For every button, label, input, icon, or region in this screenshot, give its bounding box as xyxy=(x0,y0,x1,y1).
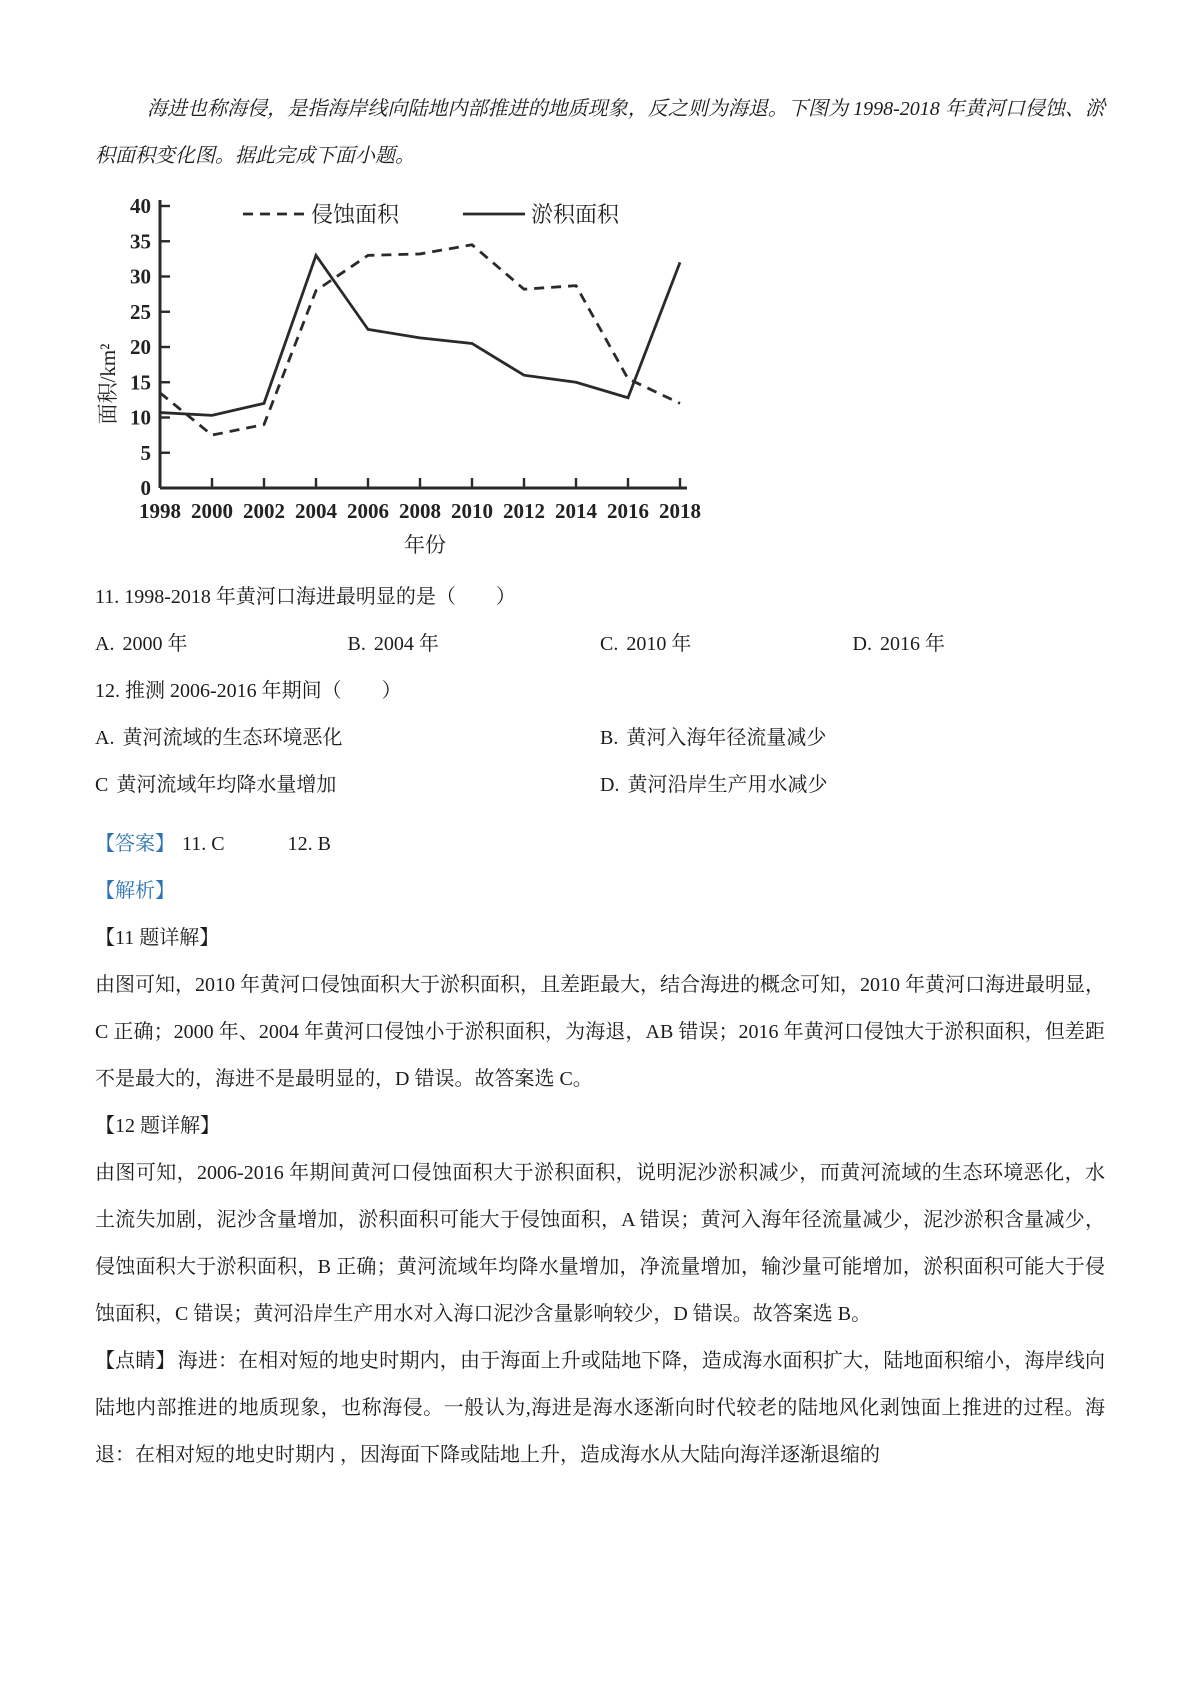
option-label: C xyxy=(95,774,109,796)
erosion-deposition-chart xyxy=(95,188,725,560)
y-tick-label: 10 xyxy=(130,405,151,430)
option-text: 2004 年 xyxy=(373,633,439,655)
option-label: D. xyxy=(852,633,872,655)
option-label: B. xyxy=(347,633,366,655)
chart-figure xyxy=(95,188,725,560)
x-tick-label: 2010 xyxy=(451,499,493,523)
question-11 xyxy=(95,574,1105,668)
option-text: 2000 年 xyxy=(122,633,188,655)
question-12-stem: 12. 推测 2006-2016 年期间（ ） xyxy=(95,680,402,702)
question-12 xyxy=(95,668,1105,809)
option-11-c xyxy=(600,621,853,668)
option-text: 黄河沿岸生产用水减少 xyxy=(627,774,828,796)
option-label: A. xyxy=(95,727,115,749)
y-tick-label: 5 xyxy=(140,440,151,465)
option-12-c xyxy=(95,762,600,809)
option-label: C. xyxy=(600,633,619,655)
y-axis-title: 面积/km² xyxy=(96,343,120,425)
y-tick-label: 15 xyxy=(130,370,151,395)
answer-item-11: 11. C xyxy=(182,833,225,855)
option-11-b xyxy=(348,621,601,668)
y-tick-label: 0 xyxy=(140,476,151,500)
option-12-d xyxy=(600,762,1105,809)
option-label: A. xyxy=(95,633,115,655)
option-text: 黄河流域年均降水量增加 xyxy=(116,774,337,796)
erosion-area-line xyxy=(160,245,680,435)
answer-item-12: 12. B xyxy=(287,833,331,855)
x-tick-label: 1998 xyxy=(139,499,181,523)
highlight-paragraph xyxy=(95,1338,1105,1479)
detail-11-heading: 【11 题详解】 xyxy=(95,927,220,949)
answer-line xyxy=(95,821,1105,868)
highlight-label: 【点睛】 xyxy=(95,1350,176,1372)
x-tick-label: 2006 xyxy=(347,499,389,523)
x-tick-label: 2016 xyxy=(607,499,649,523)
deposition-area-legend-label: 淤积面积 xyxy=(531,202,620,227)
question-11-stem: 11. 1998-2018 年黄河口海进最明显的是（ ） xyxy=(95,586,516,608)
question-11-options xyxy=(95,621,1105,668)
deposition-area-line xyxy=(160,255,680,415)
intro-paragraph: 海进也称海侵，是指海岸线向陆地内部推进的地质现象，反之则为海退。下图为 1998-2018 年黄河口侵蚀、淤积面积变化图。据此完成下面小题。 xyxy=(95,98,1105,167)
detail-12-heading: 【12 题详解】 xyxy=(95,1115,220,1137)
option-text: 黄河流域的生态环境恶化 xyxy=(122,727,343,749)
x-tick-label: 2012 xyxy=(503,499,545,523)
x-tick-label: 2014 xyxy=(555,499,597,523)
highlight-text: 海进：在相对短的地史时期内，由于海面上升或陆地下降，造成海水面积扩大，陆地面积缩小，海岸线向陆地内部推进的地质现象，也称海侵。一般认为,海进是海水逐渐向时代较老的陆地风化剥蚀面上推进的过程。海退：在相对短的地史时期内 ，因海面下降或陆地上升，造成海水从大陆向海洋逐渐退缩的 xyxy=(95,1350,1106,1466)
detail-12-text: 由图可知，2006-2016 年期间黄河口侵蚀面积大于淤积面积，说明泥沙淤积减少，而黄河流域的生态环境恶化，水土流失加剧，泥沙含量增加，淤积面积可能大于侵蚀面积，A 错误；黄河入海年径流量减少，泥沙淤积含量减少，侵蚀面积大于淤积面积，B 正确；黄河流域年均降水量增加，净流量增加，输沙量可能增加，淤积面积可能大于侵蚀面积，C 错误；黄河沿岸生产用水对入海口泥沙含量影响较少，D 错误。故答案选 B。 xyxy=(95,1162,1105,1325)
y-tick-label: 35 xyxy=(130,229,151,254)
option-label: B. xyxy=(600,727,619,749)
detail-11-text: 由图可知，2010 年黄河口侵蚀面积大于淤积面积，且差距最大，结合海进的概念可知，2010 年黄河口海进最明显，C 正确；2000 年、2004 年黄河口侵蚀小于淤积面积，为海退，AB 错误；2016 年黄河口侵蚀大于淤积面积，但差距不是最大的，海进不是最明显的，D 错误。故答案选 C。 xyxy=(95,974,1105,1090)
x-tick-label: 2004 xyxy=(295,499,337,523)
option-text: 2016 年 xyxy=(879,633,945,655)
y-tick-label: 30 xyxy=(130,264,151,289)
option-11-a xyxy=(95,621,348,668)
option-12-a xyxy=(95,715,600,762)
x-axis-title: 年份 xyxy=(404,533,446,557)
y-tick-label: 25 xyxy=(130,299,151,324)
option-label: D. xyxy=(600,774,620,796)
answer-label: 【答案】 xyxy=(95,833,175,855)
y-tick-label: 20 xyxy=(130,335,151,359)
option-12-b xyxy=(600,715,1105,762)
analysis-label: 【解析】 xyxy=(95,880,175,902)
x-tick-label: 2008 xyxy=(399,499,441,523)
y-tick-label: 40 xyxy=(130,194,151,218)
option-11-d xyxy=(853,621,1106,668)
x-tick-label: 2018 xyxy=(659,499,701,523)
option-text: 黄河入海年径流量减少 xyxy=(626,727,827,749)
x-tick-label: 2002 xyxy=(243,499,285,523)
erosion-area-legend-label: 侵蚀面积 xyxy=(311,202,400,227)
question-12-options-row-2 xyxy=(95,762,1105,809)
x-tick-label: 2000 xyxy=(191,499,233,523)
question-12-options-row-1 xyxy=(95,715,1105,762)
option-text: 2010 年 xyxy=(626,633,692,655)
